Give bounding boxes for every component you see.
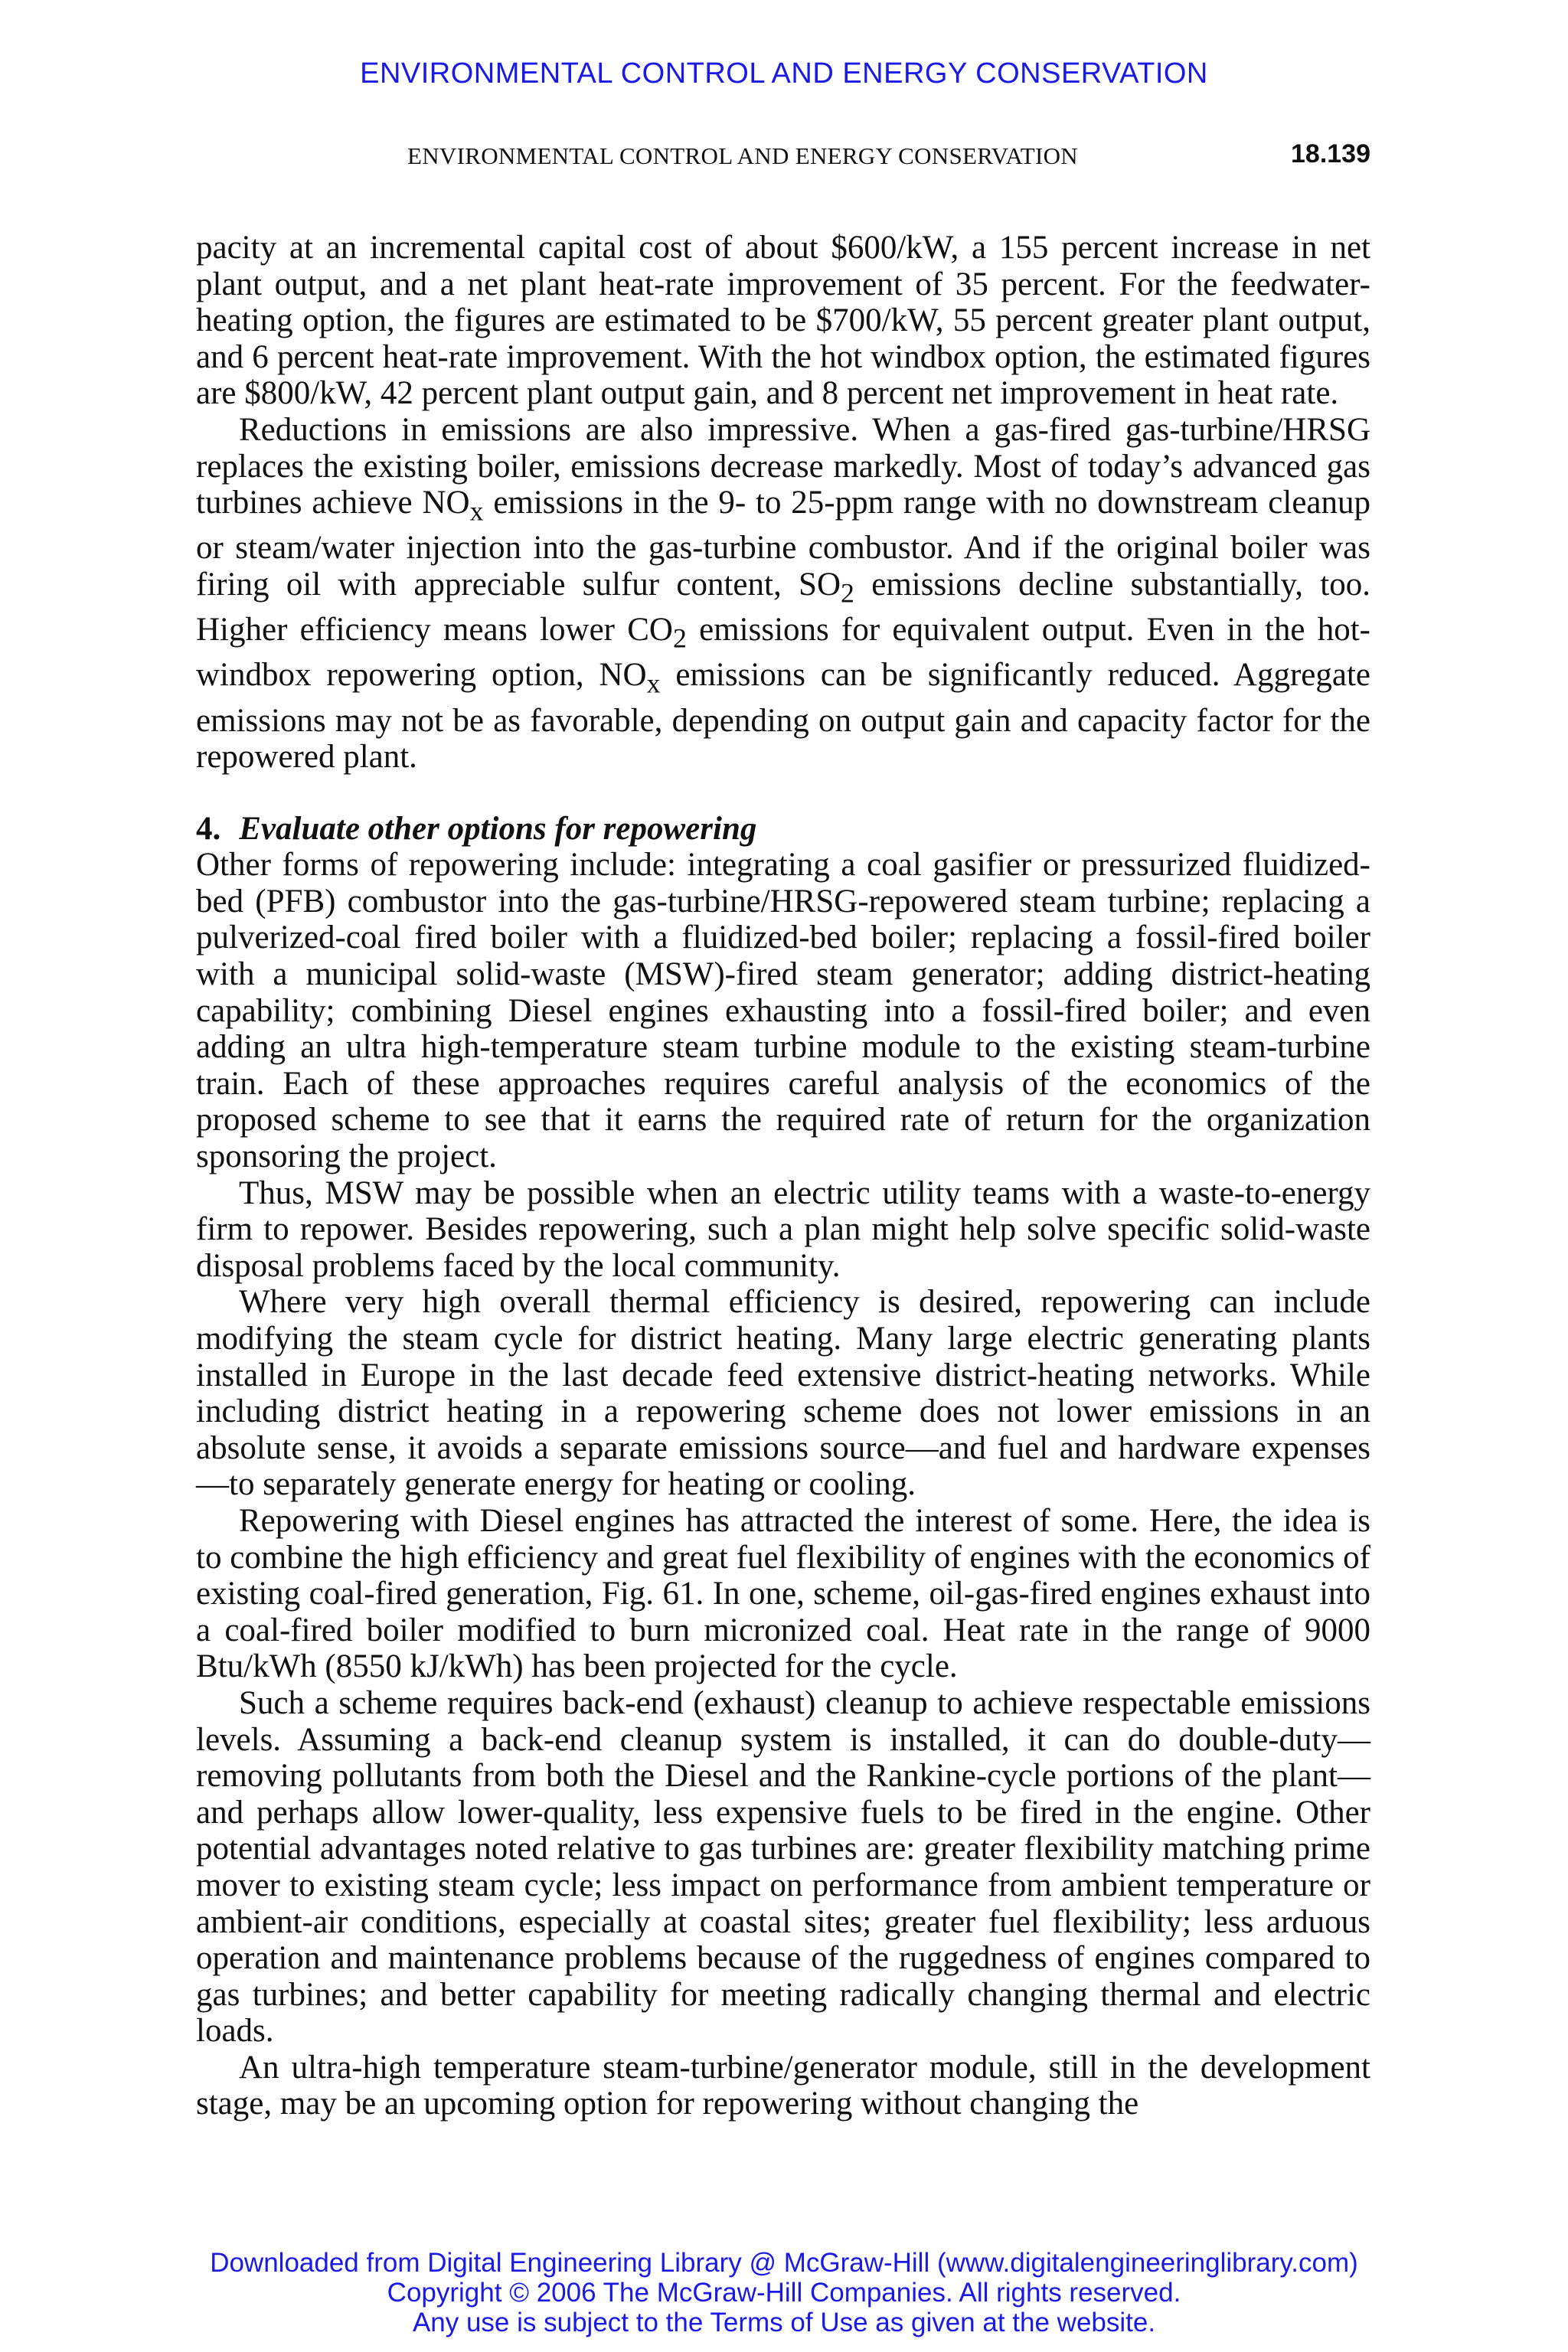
paragraph-8: An ultra-high temperature steam-turbine/generator module, still in the development stage, may be an upcoming option for repowering without changing the xyxy=(196,2049,1370,2122)
running-header xyxy=(196,139,1370,179)
footer-download-link[interactable]: Downloaded from Digital Engineering Library @ McGraw-Hill (www.digitalengineeringlibrary.com) xyxy=(210,2248,1358,2278)
main-text xyxy=(196,230,1370,2122)
subscript-x: x xyxy=(469,495,484,527)
footer xyxy=(0,2248,1568,2337)
paragraph-4: Thus, MSW may be possible when an electric utility teams with a waste-to-energy firm to repower. Besides repowering, such a plan might help solve specific solid-waste disposal problems faced by the local community. xyxy=(196,1174,1370,1284)
subscript-2: 2 xyxy=(672,622,687,654)
section-title: Evaluate other options for repowering xyxy=(239,810,757,847)
paragraph-2-part-c: emissions decline substantially, too. Higher efficiency means lower CO xyxy=(196,566,1370,648)
paragraph-2-part-d: emissions for equivalent output. Even in the hot-windbox repowering option, NO xyxy=(196,612,1370,694)
paragraph-5: Where very high overall thermal efficiency is desired, repowering can include modifying the steam cycle for district heating. Many large electric generating plants installed in Europe in the last decade feed extensive district-heating networks. While including district heating in a repowering scheme does not lower emissions in an absolute sense, it avoids a separate emissions source—and fuel and hardware expenses—to separately generate energy for heating or cooling. xyxy=(196,1284,1370,1503)
paragraph-1: pacity at an incremental capital cost of about $600/kW, a 155 percent increase in net plant output, and a net plant heat-rate improvement of 35 percent. For the feedwater-heating option, the figures are estimated to be $700/kW, 55 percent greater plant output, and 6 percent heat-rate improvement. With the hot windbox option, the estimated figures are $800/kW, 42 percent plant output gain, and 8 percent net improvement in heat rate. xyxy=(196,230,1370,412)
top-banner-title[interactable]: ENVIRONMENTAL CONTROL AND ENERGY CONSERVATION xyxy=(360,57,1208,90)
paragraph-6: Repowering with Diesel engines has attracted the interest of some. Here, the idea is to combine the high efficiency and great fuel flexibility of engines with the economics of existing coal-fired generation, Fig. 61. In one, scheme, oil-gas-fired engines exhaust into a coal-fired boiler modified to burn micronized coal. Heat rate in the range of 9000 Btu/kWh (8550 kJ/kWh) has been projected for the cycle. xyxy=(196,1502,1370,1685)
section-heading xyxy=(196,811,1370,848)
paragraph-2-part-a: Reductions in emissions are also impressive. When a gas-fired gas-turbine/HRSG replaces the existing boiler, emissions decrease markedly. Most of today’s advanced gas turbines achieve NO xyxy=(196,411,1370,521)
section-number: 4. xyxy=(196,810,221,847)
paragraph-2-part-e: emissions can be significantly reduced. Aggregate emissions may not be as favorable, depending on output gain and capacity factor for the repowered plant. xyxy=(196,657,1370,776)
subscript-x: x xyxy=(646,668,661,699)
subscript-2: 2 xyxy=(841,577,854,609)
page-number: 18.139 xyxy=(1291,139,1370,168)
paragraph-2-part-b: emissions in the 9- to 25-ppm range with no downstream cleanup or steam/water injection into the gas-turbine combustor. And if the original boiler was firing oil with appreciable sulfur content, SO xyxy=(196,485,1370,603)
paragraph-3: Other forms of repowering include: integrating a coal gasifier or pressurized fluidized-bed (PFB) combustor into the gas-turbine/HRSG-repowered steam turbine; replacing a pulverized-coal fired boiler with a fluidized-bed boiler; replacing a fossil-fired boiler with a municipal solid-waste (MSW)-fired steam generator; adding district-heating capability; combining Diesel engines exhausting into a fossil-fired boiler; and even adding an ultra high-temperature steam turbine module to the existing steam-turbine train. Each of these approaches requires careful analysis of the economics of the proposed scheme to see that it earns the required rate of return for the organization sponsoring the project. xyxy=(196,847,1370,1175)
paragraph-2 xyxy=(196,412,1370,776)
footer-terms-link[interactable]: Any use is subject to the Terms of Use as given at the website. xyxy=(412,2308,1156,2337)
paragraph-7: Such a scheme requires back-end (exhaust) cleanup to achieve respectable emissions levels. Assuming a back-end cleanup system is installed, it can do double-duty—removing pollutants from both the Diesel and the Rankine-cycle portions of the plant—and perhaps allow lower-quality, less expensive fuels to be fired in the engine. Other potential advantages noted relative to gas turbines are: greater flexibility matching prime mover to existing steam cycle; less impact on performance from ambient temperature or ambient-air conditions, especially at coastal sites; greater fuel flexibility; less arduous operation and maintenance problems because of the ruggedness of engines compared to gas turbines; and better capability for meeting radically changing thermal and electric loads. xyxy=(196,1684,1370,2050)
footer-copyright: Copyright © 2006 The McGraw-Hill Companies. All rights reserved. xyxy=(387,2278,1181,2308)
running-title: ENVIRONMENTAL CONTROL AND ENERGY CONSERVATION xyxy=(407,142,1078,169)
